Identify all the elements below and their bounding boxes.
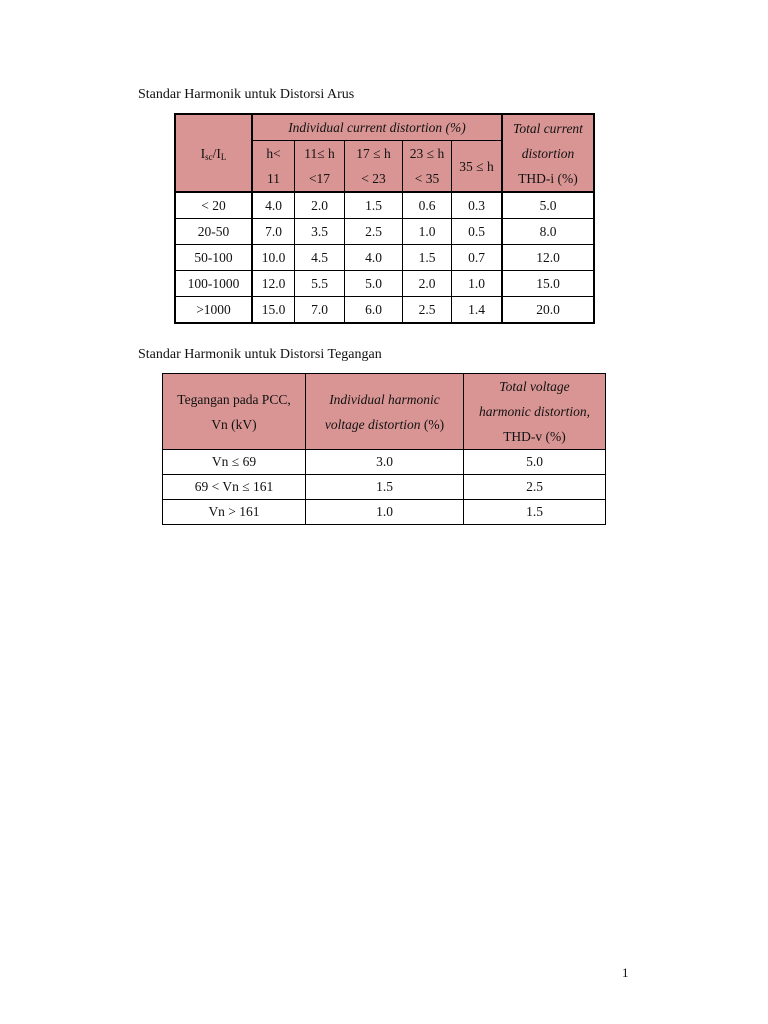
table-row [175, 271, 594, 297]
table-cell: 12.0 [502, 245, 594, 271]
table-cell: 12.0 [252, 271, 295, 297]
table-cell: 2.0 [295, 192, 345, 219]
table-cell: Vn > 161 [163, 500, 306, 525]
table2-caption: Standar Harmonik untuk Distorsi Tegangan [138, 347, 382, 362]
table-cell: 2.5 [345, 219, 403, 245]
table-cell: 10.0 [252, 245, 295, 271]
individual-voltage-header-cell: Individual harmonic voltage distortion (%) [306, 374, 464, 450]
table-cell: 20-50 [175, 219, 252, 245]
col-header-h17-23: 17 ≤ h < 23 [345, 141, 403, 193]
table-cell: 2.5 [464, 475, 606, 500]
table-cell: 69 < Vn ≤ 161 [163, 475, 306, 500]
table-cell: 7.0 [252, 219, 295, 245]
table-cell: 0.7 [452, 245, 503, 271]
table-cell: 1.0 [306, 500, 464, 525]
table-cell: 1.0 [452, 271, 503, 297]
table-cell: 5.5 [295, 271, 345, 297]
table-row [175, 245, 594, 271]
total-current-header-cell: Total current distortion THD-i (%) [502, 114, 594, 192]
table-cell: 2.5 [403, 297, 452, 324]
page-number: 1 [622, 965, 629, 980]
table-cell: 1.0 [403, 219, 452, 245]
table-cell: 50-100 [175, 245, 252, 271]
table-cell: 8.0 [502, 219, 594, 245]
table-cell: 3.0 [306, 450, 464, 475]
table-cell: 15.0 [502, 271, 594, 297]
table-cell: 5.0 [345, 271, 403, 297]
table-cell: >1000 [175, 297, 252, 324]
table-cell: 3.5 [295, 219, 345, 245]
table-cell: 0.6 [403, 192, 452, 219]
table-cell: 1.5 [306, 475, 464, 500]
col-header-h23-35: 23 ≤ h < 35 [403, 141, 452, 193]
table-cell: 1.4 [452, 297, 503, 324]
table-row [175, 219, 594, 245]
table-cell: 20.0 [502, 297, 594, 324]
table-cell: 15.0 [252, 297, 295, 324]
table-row [163, 450, 606, 475]
table-cell: 1.5 [403, 245, 452, 271]
table-row [163, 500, 606, 525]
total-voltage-header-cell: Total voltage harmonic distortion, THD-v (%) [464, 374, 606, 450]
ratio-header-cell: $I_{sc}/I_L$ [175, 114, 252, 192]
col-header-h35: 35 ≤ h [452, 141, 503, 193]
table-cell: < 20 [175, 192, 252, 219]
table-cell: 4.0 [252, 192, 295, 219]
table-row [163, 475, 606, 500]
table-cell: 0.3 [452, 192, 503, 219]
table-cell: 2.0 [403, 271, 452, 297]
table-cell: 0.5 [452, 219, 503, 245]
group-header-cell: Individual current distortion (%) [252, 114, 502, 141]
col-header-h11-17: 11≤ h <17 [295, 141, 345, 193]
table-cell: 7.0 [295, 297, 345, 324]
table-cell: 100-1000 [175, 271, 252, 297]
table-row [175, 192, 594, 219]
table-cell: 5.0 [502, 192, 594, 219]
table1-caption: Standar Harmonik untuk Distorsi Arus [138, 87, 355, 102]
table-cell: 1.5 [345, 192, 403, 219]
col-header-h11: h< 11 [252, 141, 295, 193]
table-cell: 6.0 [345, 297, 403, 324]
table-cell: 4.0 [345, 245, 403, 271]
voltage-pcc-header-cell: Tegangan pada PCC, Vn (kV) [163, 374, 306, 450]
table-cell: 5.0 [464, 450, 606, 475]
table-cell: 4.5 [295, 245, 345, 271]
table-row [175, 297, 594, 324]
table-cell: Vn ≤ 69 [163, 450, 306, 475]
table-cell: 1.5 [464, 500, 606, 525]
voltage-distortion-table [162, 373, 606, 525]
current-distortion-table [174, 113, 595, 324]
